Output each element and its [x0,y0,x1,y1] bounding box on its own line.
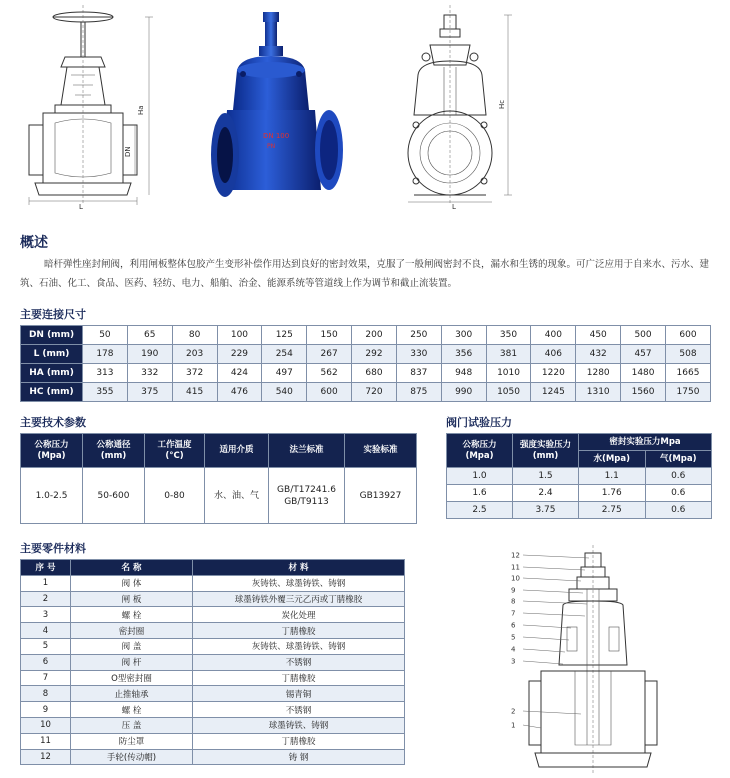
table-cell: 1.0 [447,468,513,485]
table-cell: 356 [441,345,486,364]
table-cell: 3.75 [513,502,579,519]
table-cell: 948 [441,364,486,383]
table-cell: 332 [127,364,172,383]
column-header: 材 料 [193,560,405,576]
table-cell: 190 [127,345,172,364]
table-row [21,702,405,718]
callout-leader [523,649,565,652]
table-cell: 450 [576,326,621,345]
table-cell: 540 [262,383,307,402]
parts-table [20,559,405,765]
table-cell: 600 [307,383,352,402]
table-cell: 1.6 [447,485,513,502]
row-header: HC (mm) [21,383,83,402]
table-cell: O型密封圈 [71,670,193,686]
table-cell: 闸 板 [71,591,193,607]
table-cell: 375 [127,383,172,402]
table-row [21,468,417,524]
table-cell: 400 [531,326,576,345]
table-cell: 200 [352,326,397,345]
column-header: 公称压力 (Mpa) [21,434,83,468]
table-cell: 50 [83,326,128,345]
table-cell: 0.6 [645,485,712,502]
table-cell: 止推轴承 [71,686,193,702]
callout-label: 2 [511,707,516,716]
column-header: 工作温度 (°C) [145,434,205,468]
table-cell: 锡青铜 [193,686,405,702]
callout-leader [523,578,581,581]
table-cell: 2.5 [447,502,513,519]
table-row [21,345,711,364]
table-cell: 12 [21,749,71,765]
table-row [21,623,405,639]
callout-label: 5 [511,633,516,642]
table-cell: 4 [21,623,71,639]
overview-title: 概述 [20,235,48,251]
table-row [21,686,405,702]
table-cell: 0.6 [645,502,712,519]
table-row [21,654,405,670]
table-row [21,717,405,733]
callout-leader [523,637,569,640]
table-cell: 螺 栓 [71,607,193,623]
table-cell: 水、油、气 [205,468,269,524]
table-cell: 灰铸铁、球墨铸铁、铸钢 [193,575,405,591]
dim-Ha-label: Ha [137,105,145,115]
table-cell: 1.76 [579,485,646,502]
product-marking-dn: DN 100 [263,132,290,140]
callout-leader [523,711,581,714]
table-cell: 球墨铸铁外覆三元乙丙或丁腈橡胶 [193,591,405,607]
table-row [21,383,711,402]
valve-side-drawing [400,5,530,210]
table-cell: 680 [352,364,397,383]
table-row [21,607,405,623]
tech-title: 主要技术参数 [20,416,86,429]
table-row [21,670,405,686]
callout-leader [523,555,589,558]
table-cell: 125 [262,326,307,345]
table-cell: 0-80 [145,468,205,524]
table-cell: 1 [21,575,71,591]
valve-front-drawing [15,5,155,210]
table-cell: 1.1 [579,468,646,485]
table-cell: 381 [486,345,531,364]
table-cell: 1.0-2.5 [21,468,83,524]
dimensions-title: 主要连接尺寸 [20,308,86,321]
table-cell: 476 [217,383,262,402]
column-header: 公称通径 (mm) [83,434,145,468]
table-row [21,364,711,383]
column-header: 法兰标准 [269,434,345,468]
tech-table [20,433,417,524]
callout-label: 12 [511,551,520,560]
callout-label: 3 [511,657,516,666]
table-cell: 丁腈橡胶 [193,670,405,686]
table-cell: 300 [441,326,486,345]
row-header: DN (mm) [21,326,83,345]
table-cell: 11 [21,733,71,749]
column-header: 序 号 [21,560,71,576]
table-cell: 1480 [621,364,666,383]
table-cell: 150 [307,326,352,345]
table-cell: 500 [621,326,666,345]
table-cell: 阀 杆 [71,654,193,670]
table-cell: GB/T17241.6 GB/T9113 [269,468,345,524]
callout-label: 1 [511,721,516,730]
table-cell: 不锈钢 [193,702,405,718]
table-cell: 9 [21,702,71,718]
column-header: 实验标准 [345,434,417,468]
test-header-pressure: 公称压力 (Mpa) [447,434,513,468]
table-cell: 1220 [531,364,576,383]
callout-leader [523,567,585,570]
table-cell: 球墨铸铁、铸钢 [193,717,405,733]
table-row [447,485,712,502]
table-cell: 65 [127,326,172,345]
table-cell: 562 [307,364,352,383]
table-cell: 1010 [486,364,531,383]
table-cell: 炭化处理 [193,607,405,623]
callout-leader [523,725,541,728]
table-cell: 330 [396,345,441,364]
callout-label: 8 [511,597,516,606]
table-cell: 837 [396,364,441,383]
table-cell: 1245 [531,383,576,402]
table-row [21,575,405,591]
table-cell: 720 [352,383,397,402]
callout-leader [523,625,571,628]
valve-product-image [205,10,355,210]
dim-DN-label: DN [124,146,132,157]
table-cell: 手轮(传动帽) [71,749,193,765]
test-header-seal: 密封实验压力Mpa [579,434,712,451]
test-table [446,433,712,519]
table-cell: 406 [531,345,576,364]
table-cell: 80 [172,326,217,345]
table-cell: 7 [21,670,71,686]
table-cell: 372 [172,364,217,383]
callout-label: 9 [511,586,516,595]
table-cell: 50-600 [83,468,145,524]
test-title: 阀门试验压力 [446,416,512,429]
table-cell: 防尘罩 [71,733,193,749]
table-cell: 压 盖 [71,717,193,733]
row-header: L (mm) [21,345,83,364]
table-cell: 508 [665,345,710,364]
table-cell: 阀 盖 [71,638,193,654]
table-cell: 1050 [486,383,531,402]
table-cell: GB13927 [345,468,417,524]
table-cell: 8 [21,686,71,702]
table-cell: 1.5 [513,468,579,485]
parts-title: 主要零件材料 [20,542,86,555]
dimensions-table [20,325,711,402]
callout-label: 6 [511,621,516,630]
table-row [21,749,405,765]
table-cell: 254 [262,345,307,364]
table-cell: 1665 [665,364,710,383]
table-cell: 密封圈 [71,623,193,639]
table-cell: 457 [621,345,666,364]
table-cell: 432 [576,345,621,364]
table-cell: 100 [217,326,262,345]
table-cell: 355 [83,383,128,402]
table-cell: 313 [83,364,128,383]
valve-section-drawing [505,545,705,775]
test-header-water: 水(Mpa) [579,451,646,468]
table-cell: 875 [396,383,441,402]
table-cell: 350 [486,326,531,345]
table-cell: 螺 栓 [71,702,193,718]
table-cell: 丁腈橡胶 [193,623,405,639]
table-cell: 990 [441,383,486,402]
table-cell: 灰铸铁、球墨铸铁、铸钢 [193,638,405,654]
column-header: 适用介质 [205,434,269,468]
table-cell: 292 [352,345,397,364]
table-cell: 阀 体 [71,575,193,591]
test-header-strength: 强度实验压力 (mm) [513,434,579,468]
table-cell: 1310 [576,383,621,402]
table-row [447,502,712,519]
callout-label: 7 [511,609,516,618]
table-row [21,733,405,749]
dim-Hc-label: Hc [498,99,506,109]
row-header: HA (mm) [21,364,83,383]
table-cell: 497 [262,364,307,383]
table-row [21,326,711,345]
table-cell: 2.4 [513,485,579,502]
dim-L-label-side: L [452,203,456,211]
table-cell: 3 [21,607,71,623]
callout-leader [523,661,563,664]
table-cell: 415 [172,383,217,402]
table-cell: 10 [21,717,71,733]
table-cell: 0.6 [645,468,712,485]
table-cell: 267 [307,345,352,364]
callout-label: 11 [511,563,520,572]
table-row [21,591,405,607]
callout-leader [523,613,585,616]
callout-label: 4 [511,645,516,654]
table-cell: 6 [21,654,71,670]
overview-text: 暗杆弹性座封闸阀，利用闸板整体包胶产生变形补偿作用达到良好的密封效果，克服了一般闸阀密封不良，漏水和生锈的现象。可广泛应用于自来水、污水、建筑、石油、化工、食品、医药、轻纺、电力、船舶、治金、能源系统等管道线上作为调节和截止流装置。 [20,259,710,289]
table-cell: 229 [217,345,262,364]
callout-label: 10 [511,574,520,583]
dim-L-label: L [79,203,83,211]
table-cell: 铸 钢 [193,749,405,765]
table-cell: 丁腈橡胶 [193,733,405,749]
table-cell: 2.75 [579,502,646,519]
table-cell: 1750 [665,383,710,402]
callout-leader [523,590,583,593]
table-cell: 1280 [576,364,621,383]
table-cell: 5 [21,638,71,654]
table-cell: 424 [217,364,262,383]
table-cell: 178 [83,345,128,364]
table-row [21,638,405,654]
table-cell: 2 [21,591,71,607]
test-header-gas: 气(Mpa) [645,451,712,468]
table-cell: 250 [396,326,441,345]
product-marking-pn: PN [267,143,276,150]
table-cell: 不锈钢 [193,654,405,670]
table-cell: 600 [665,326,710,345]
table-row [447,468,712,485]
table-cell: 203 [172,345,217,364]
table-cell: 1560 [621,383,666,402]
column-header: 名 称 [71,560,193,576]
